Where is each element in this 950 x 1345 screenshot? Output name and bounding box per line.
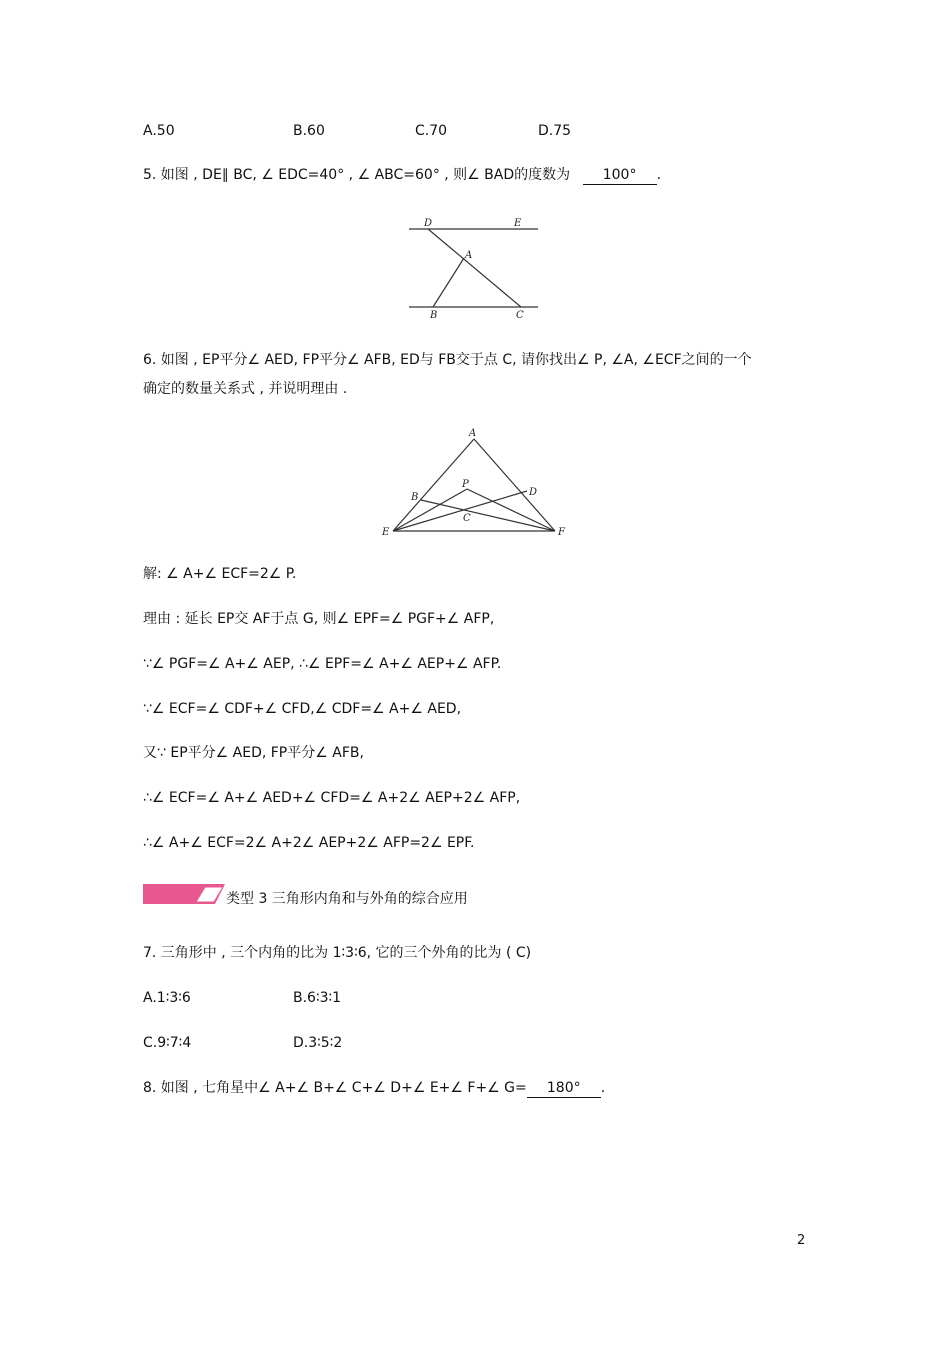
q4-option-a: A.50: [143, 123, 175, 139]
q6-solution-line-3: ∵∠ PGF=∠ A+∠ AEP, ∴∠ EPF=∠ A+∠ AEP+∠ AFP.: [143, 656, 502, 672]
q6-solution-line-5: 又∵ EP平分∠ AED, FP平分∠ AFB,: [143, 745, 364, 761]
q4-option-d: D.75: [538, 123, 572, 139]
q5-question: [143, 165, 661, 185]
q5-end: .: [656, 167, 662, 183]
q6-solution-line-6: ∴∠ ECF=∠ A+∠ AED+∠ CFD=∠ A+2∠ AEP+2∠ AFP,: [143, 790, 521, 806]
q6-label-p: P: [462, 479, 469, 490]
q6-solution-line-1: 解: ∠ A+∠ ECF=2∠ P.: [143, 566, 297, 582]
q5-label-b: B: [430, 310, 438, 321]
q8-end: .: [600, 1080, 606, 1096]
q5-stem: 5. 如图 , DE∥ BC, ∠ EDC=40° , ∠ ABC=60° , 则∠ BAD的度数为: [143, 167, 571, 183]
section-title: 类型 3 三角形内角和与外角的综合应用: [226, 891, 468, 907]
page-number: 2: [797, 1233, 806, 1248]
q5-label-d: D: [424, 218, 433, 229]
q6-solution-line-2: 理由 : 延长 EP交 AF于点 G, 则∠ EPF=∠ PGF+∠ AFP,: [143, 611, 495, 627]
section-badge-icon: [143, 884, 225, 904]
q6-label-f: F: [558, 527, 565, 538]
q6-stem-line2: 确定的数量关系式 , 并说明理由 .: [143, 381, 348, 397]
q7-option-c: C.9∶7∶4: [143, 1035, 192, 1051]
q6-label-a: A: [469, 428, 477, 439]
q6-label-b: B: [411, 492, 419, 503]
q6-label-d: D: [529, 487, 538, 498]
q6-solution-line-7: ∴∠ A+∠ ECF=2∠ A+2∠ AEP+2∠ AFP=2∠ EPF.: [143, 835, 475, 851]
q5-figure: [400, 212, 545, 322]
q8-stem: 8. 如图 , 七角星中∠ A+∠ B+∠ C+∠ D+∠ E+∠ F+∠ G=: [143, 1080, 527, 1096]
q6-solution-line-4: ∵∠ ECF=∠ CDF+∠ CFD,∠ CDF=∠ A+∠ AED,: [143, 701, 462, 717]
q4-option-b: B.60: [293, 123, 325, 139]
q6-label-e: E: [382, 527, 390, 538]
q6-figure: [378, 424, 568, 540]
q8-question: [143, 1078, 605, 1098]
q5-answer-blank: 100°: [583, 166, 657, 185]
q6-stem-line1: 6. 如图 , EP平分∠ AED, FP平分∠ AFB, ED与 FB交于点 C, 请你找出∠ P, ∠A, ∠ECF之间的一个: [143, 352, 752, 368]
q7-stem: 7. 三角形中 , 三个内角的比为 1∶3∶6, 它的三个外角的比为 ( C): [143, 945, 532, 961]
q5-label-e: E: [514, 218, 522, 229]
q6-label-c: C: [463, 513, 471, 524]
q4-option-c: C.70: [415, 123, 448, 139]
q5-label-a: A: [465, 250, 473, 261]
q7-option-a: A.1∶3∶6: [143, 990, 191, 1006]
q8-answer-blank: 180°: [527, 1079, 601, 1098]
q7-option-b: B.6∶3∶1: [293, 990, 342, 1006]
q7-option-d: D.3∶5∶2: [293, 1035, 343, 1051]
q5-label-c: C: [516, 310, 524, 321]
